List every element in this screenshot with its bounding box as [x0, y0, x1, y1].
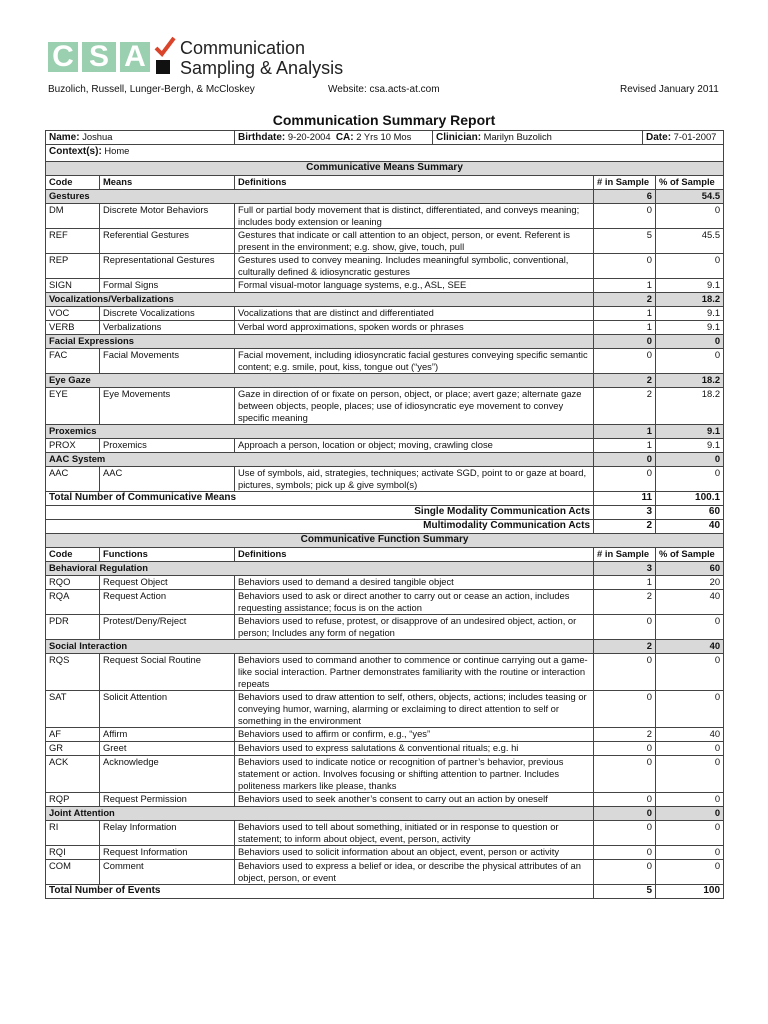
row-code: AF — [46, 728, 100, 742]
row-name: Request Object — [100, 576, 235, 590]
category-count: 3 — [594, 562, 656, 576]
row-percent: 0 — [656, 254, 724, 279]
name-label: Name: — [49, 132, 80, 143]
column-header: Code — [46, 176, 100, 190]
row-name: Facial Movements — [100, 349, 235, 374]
row-name: Relay Information — [100, 821, 235, 846]
category-percent: 18.2 — [656, 374, 724, 388]
row-name: Solicit Attention — [100, 691, 235, 728]
row-percent: 20 — [656, 576, 724, 590]
category-label: Gestures — [46, 190, 594, 204]
brand-line-1: Communication — [180, 38, 306, 58]
table-row — [46, 279, 724, 293]
category-row — [46, 640, 724, 654]
table-row — [46, 691, 724, 728]
column-header: % of Sample — [656, 548, 724, 562]
row-count: 1 — [594, 321, 656, 335]
row-definition: Behaviors used to affirm or confirm, e.g., “yes” — [235, 728, 594, 742]
table-row — [46, 204, 724, 229]
section-title-row — [46, 162, 724, 176]
row-name: Referential Gestures — [100, 229, 235, 254]
row-name: Greet — [100, 742, 235, 756]
row-percent: 0 — [656, 860, 724, 885]
column-header: % of Sample — [656, 176, 724, 190]
row-count: 1 — [594, 279, 656, 293]
row-code: REP — [46, 254, 100, 279]
table-row — [46, 742, 724, 756]
category-percent: 18.2 — [656, 293, 724, 307]
row-count: 0 — [594, 615, 656, 640]
total-percent: 100.1 — [656, 492, 724, 506]
category-row — [46, 453, 724, 467]
row-count: 0 — [594, 691, 656, 728]
row-percent: 0 — [656, 654, 724, 691]
row-definition: Behaviors used to demand a desired tangible object — [235, 576, 594, 590]
ca-value: 2 Yrs 10 Mos — [356, 131, 412, 142]
table-row — [46, 654, 724, 691]
clinician-value: Marilyn Buzolich — [483, 131, 552, 142]
row-code: RQA — [46, 590, 100, 615]
row-count: 2 — [594, 728, 656, 742]
row-code: REF — [46, 229, 100, 254]
total-label: Total Number of Events — [46, 885, 594, 899]
table-row — [46, 821, 724, 846]
row-definition: Behaviors used to express a belief or idea, or describe the physical attributes of an object, person, or event — [235, 860, 594, 885]
date-value: 7-01-2007 — [673, 131, 717, 142]
row-name: Request Permission — [100, 793, 235, 807]
section-title: Communicative Means Summary — [46, 162, 724, 176]
table-row — [46, 846, 724, 860]
category-label: Joint Attention — [46, 807, 594, 821]
page-title: Communication Summary Report — [272, 112, 496, 128]
row-count: 0 — [594, 860, 656, 885]
row-definition: Approach a person, location or object; moving, crawling close — [235, 439, 594, 453]
row-code: RQI — [46, 846, 100, 860]
row-percent: 0 — [656, 846, 724, 860]
category-label: Eye Gaze — [46, 374, 594, 388]
row-count: 0 — [594, 204, 656, 229]
total-row — [46, 492, 724, 506]
name-value: Joshua — [82, 131, 113, 142]
context-value: Home — [104, 145, 130, 156]
row-code: SIGN — [46, 279, 100, 293]
category-count: 6 — [594, 190, 656, 204]
table-row — [46, 307, 724, 321]
row-count: 1 — [594, 576, 656, 590]
row-name: Acknowledge — [100, 756, 235, 793]
square-icon — [156, 60, 170, 74]
row-count: 0 — [594, 254, 656, 279]
logo-letter-a: A — [120, 42, 150, 72]
brand-line-2: Sampling & Analysis — [180, 58, 344, 78]
row-definition: Gaze in direction of or fixate on person, object, or place; avert gaze; alternate gaze between objects, people, places; use of idiosyncratic eye movement to convey specific meaning — [235, 388, 594, 425]
single-modality-row — [46, 506, 724, 520]
row-definition: Behaviors used to draw attention to self, others, objects, actions; includes teasing or conveying humor, warning, alarming or exclaiming to direct attention to self or something in the environment — [235, 691, 594, 728]
category-count: 0 — [594, 453, 656, 467]
row-code: ACK — [46, 756, 100, 793]
category-count: 0 — [594, 335, 656, 349]
row-percent: 45.5 — [656, 229, 724, 254]
row-definition: Use of symbols, aid, strategies, techniques; activate SGD, point to or gaze at board, pictures, symbols; pick up & give symbol(s) — [235, 467, 594, 492]
row-percent: 18.2 — [656, 388, 724, 425]
report-table — [45, 130, 724, 899]
row-definition: Behaviors used to command another to commence or continue carrying out a game-like social interaction. Partner demonstrates familiarity with the routine or interaction repeats — [235, 654, 594, 691]
birthdate-value: 9-20-2004 — [287, 131, 331, 142]
row-count: 2 — [594, 590, 656, 615]
row-count: 0 — [594, 467, 656, 492]
row-count: 5 — [594, 229, 656, 254]
row-name: AAC — [100, 467, 235, 492]
ca-label: CA: — [335, 132, 354, 143]
category-row — [46, 807, 724, 821]
row-name: Comment — [100, 860, 235, 885]
row-definition: Full or partial body movement that is distinct, differentiated, and conveys meaning; includes body extension or leaning — [235, 204, 594, 229]
info-row — [46, 131, 724, 145]
total-count: 11 — [594, 492, 656, 506]
total-count: 5 — [594, 885, 656, 899]
revised-date: Revised January 2011 — [620, 84, 719, 95]
category-row — [46, 562, 724, 576]
row-name: Eye Movements — [100, 388, 235, 425]
category-label: Proxemics — [46, 425, 594, 439]
row-name: Verbalizations — [100, 321, 235, 335]
category-percent: 54.5 — [656, 190, 724, 204]
row-definition: Gestures used to convey meaning. Includes meaningful symbolic, conventional, culturally defined & idiosyncratic gestures — [235, 254, 594, 279]
table-row — [46, 860, 724, 885]
row-percent: 0 — [656, 691, 724, 728]
row-code: RI — [46, 821, 100, 846]
row-code: COM — [46, 860, 100, 885]
category-percent: 0 — [656, 807, 724, 821]
total-row — [46, 885, 724, 899]
row-name: Request Information — [100, 846, 235, 860]
logo-letter-c: C — [48, 42, 78, 72]
row-percent: 0 — [656, 204, 724, 229]
column-header: Definitions — [235, 548, 594, 562]
table-row — [46, 576, 724, 590]
row-percent: 0 — [656, 467, 724, 492]
category-label: AAC System — [46, 453, 594, 467]
column-header: # in Sample — [594, 176, 656, 190]
row-definition: Behaviors used to seek another’s consent to carry out an action by oneself — [235, 793, 594, 807]
row-definition: Behaviors used to solicit information about an object, event, person or activity — [235, 846, 594, 860]
row-count: 0 — [594, 821, 656, 846]
website: Website: csa.acts-at.com — [328, 84, 440, 95]
logo-letter-s: S — [82, 42, 116, 72]
section-title-row — [46, 534, 724, 548]
row-definition: Vocalizations that are distinct and differentiated — [235, 307, 594, 321]
row-percent: 0 — [656, 756, 724, 793]
multimodality-row — [46, 520, 724, 534]
row-percent: 0 — [656, 615, 724, 640]
table-row — [46, 254, 724, 279]
table-row — [46, 467, 724, 492]
row-count: 1 — [594, 439, 656, 453]
table-row — [46, 728, 724, 742]
row-percent: 40 — [656, 728, 724, 742]
row-percent: 9.1 — [656, 321, 724, 335]
multimodality-row-label: Multimodality Communication Acts — [46, 520, 594, 534]
column-header: Functions — [100, 548, 235, 562]
context-label: Context(s): — [49, 146, 102, 157]
column-header: Definitions — [235, 176, 594, 190]
table-row — [46, 615, 724, 640]
category-percent: 40 — [656, 640, 724, 654]
clinician-label: Clinician: — [436, 132, 482, 143]
means-section — [46, 162, 724, 534]
row-name: Request Action — [100, 590, 235, 615]
table-row — [46, 388, 724, 425]
column-header: # in Sample — [594, 548, 656, 562]
section-title: Communicative Function Summary — [46, 534, 724, 548]
row-name: Request Social Routine — [100, 654, 235, 691]
category-label: Facial Expressions — [46, 335, 594, 349]
row-code: FAC — [46, 349, 100, 374]
row-count: 0 — [594, 742, 656, 756]
row-percent: 0 — [656, 793, 724, 807]
row-name: Protest/Deny/Reject — [100, 615, 235, 640]
table-row — [46, 756, 724, 793]
row-count: 1 — [594, 307, 656, 321]
category-percent: 0 — [656, 335, 724, 349]
category-count: 0 — [594, 807, 656, 821]
category-label: Vocalizations/Verbalizations — [46, 293, 594, 307]
column-header-row — [46, 548, 724, 562]
checkmark-icon — [154, 36, 176, 58]
row-definition: Behaviors used to ask or direct another to carry out or cease an action, includes requesting assistance; focus is on the action — [235, 590, 594, 615]
category-row — [46, 293, 724, 307]
row-count: 2 — [594, 388, 656, 425]
category-percent: 9.1 — [656, 425, 724, 439]
row-definition: Behaviors used to tell about something, initiated or in response to question or statement; to inform about object, event, person, activity — [235, 821, 594, 846]
row-definition: Formal visual-motor language systems, e.g., ASL, SEE — [235, 279, 594, 293]
table-row — [46, 793, 724, 807]
row-code: DM — [46, 204, 100, 229]
row-count: 0 — [594, 846, 656, 860]
row-code: AAC — [46, 467, 100, 492]
category-row — [46, 335, 724, 349]
row-code: VERB — [46, 321, 100, 335]
date-label: Date: — [646, 132, 672, 143]
category-label: Behavioral Regulation — [46, 562, 594, 576]
category-count: 1 — [594, 425, 656, 439]
row-code: RQP — [46, 793, 100, 807]
category-row — [46, 425, 724, 439]
row-percent: 0 — [656, 742, 724, 756]
csa-logo — [48, 30, 728, 80]
row-code: EYE — [46, 388, 100, 425]
row-name: Discrete Motor Behaviors — [100, 204, 235, 229]
category-row — [46, 190, 724, 204]
category-count: 2 — [594, 293, 656, 307]
row-percent: 9.1 — [656, 279, 724, 293]
row-code: PDR — [46, 615, 100, 640]
category-count: 2 — [594, 640, 656, 654]
row-definition: Behaviors used to indicate notice or recognition of partner’s behavior, previous statement or action. Involves focusing or shifting attention to partner. Includes politeness markers like please, thanks — [235, 756, 594, 793]
functions-section — [46, 534, 724, 899]
row-name: Representational Gestures — [100, 254, 235, 279]
table-row — [46, 590, 724, 615]
row-name: Discrete Vocalizations — [100, 307, 235, 321]
category-count: 2 — [594, 374, 656, 388]
total-label: Total Number of Communicative Means — [46, 492, 594, 506]
row-count: 0 — [594, 349, 656, 374]
row-definition: Facial movement, including idiosyncratic facial gestures conveying specific semantic content; e.g. smile, pout, kiss, tongue out (“yes”) — [235, 349, 594, 374]
row-count: 0 — [594, 654, 656, 691]
row-percent: 9.1 — [656, 439, 724, 453]
row-code: VOC — [46, 307, 100, 321]
column-header: Code — [46, 548, 100, 562]
multimodality-row-percent: 40 — [656, 520, 724, 534]
total-percent: 100 — [656, 885, 724, 899]
category-percent: 60 — [656, 562, 724, 576]
row-code: RQO — [46, 576, 100, 590]
table-row — [46, 349, 724, 374]
row-percent: 40 — [656, 590, 724, 615]
row-percent: 0 — [656, 349, 724, 374]
row-name: Proxemics — [100, 439, 235, 453]
row-definition: Verbal word approximations, spoken words or phrases — [235, 321, 594, 335]
birthdate-label: Birthdate: — [238, 132, 286, 143]
row-name: Affirm — [100, 728, 235, 742]
row-definition: Behaviors used to refuse, protest, or disapprove of an undesired object, action, or person; Includes any form of negation — [235, 615, 594, 640]
row-code: GR — [46, 742, 100, 756]
row-definition: Behaviors used to express salutations & conventional rituals; e.g. hi — [235, 742, 594, 756]
row-percent: 9.1 — [656, 307, 724, 321]
row-code: PROX — [46, 439, 100, 453]
authors: Buzolich, Russell, Lunger-Bergh, & McCloskey — [48, 84, 255, 95]
row-definition: Gestures that indicate or call attention to an object, person, or event. Referent is present in the environment; e.g. show, give, touch, pull — [235, 229, 594, 254]
category-row — [46, 374, 724, 388]
column-header: Means — [100, 176, 235, 190]
single-modality-row-percent: 60 — [656, 506, 724, 520]
row-name: Formal Signs — [100, 279, 235, 293]
table-row — [46, 439, 724, 453]
table-row — [46, 229, 724, 254]
table-row — [46, 321, 724, 335]
column-header-row — [46, 176, 724, 190]
single-modality-row-count: 3 — [594, 506, 656, 520]
context-row — [46, 145, 724, 162]
single-modality-row-label: Single Modality Communication Acts — [46, 506, 594, 520]
row-code: SAT — [46, 691, 100, 728]
category-label: Social Interaction — [46, 640, 594, 654]
row-code: RQS — [46, 654, 100, 691]
category-percent: 0 — [656, 453, 724, 467]
row-count: 0 — [594, 793, 656, 807]
multimodality-row-count: 2 — [594, 520, 656, 534]
row-count: 0 — [594, 756, 656, 793]
row-percent: 0 — [656, 821, 724, 846]
